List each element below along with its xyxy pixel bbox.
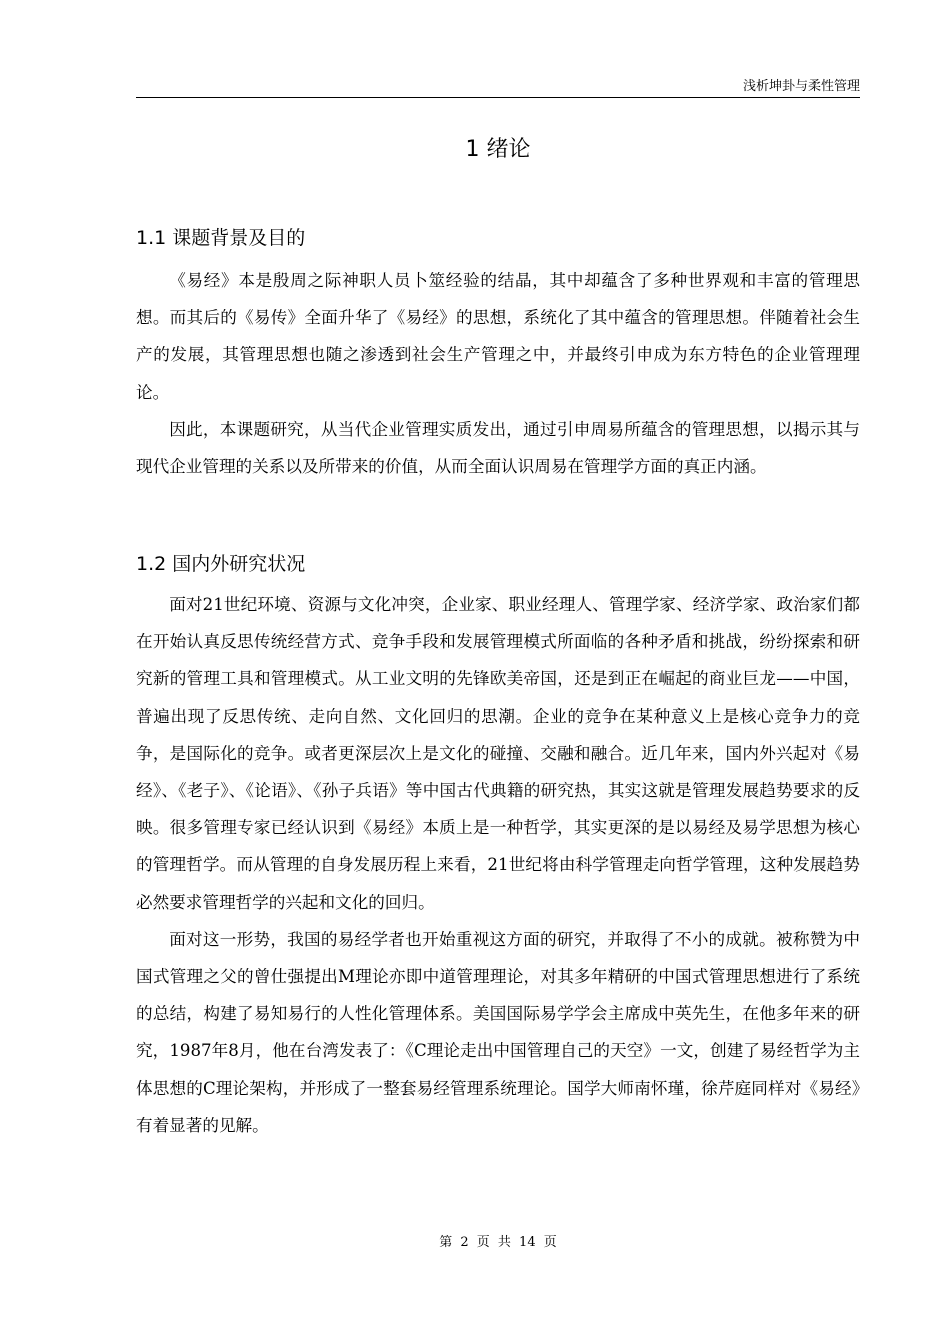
section-heading: 1.2 国内外研究状况 xyxy=(136,553,306,575)
body-paragraph: 因此，本课题研究，从当代企业管理实质发出，通过引申周易所蕴含的管理思想，以揭示其与现代企业管理的关系以及所带来的价值，从而全面认识周易在管理学方面的真正内涵。 xyxy=(136,419,860,477)
section-heading: 1.1 课题背景及目的 xyxy=(136,227,306,249)
body-paragraph: 面对21世纪环境、资源与文化冲突，企业家、职业经理人、管理学家、经济学家、政治家们都在开始认真反思传统经营方式、竞争手段和发展管理模式所面临的各种矛盾和挑战，纷纷探索和研究新的管理工具和管理模式。从工业文明的先锋欧美帝国，还是到正在崛起的商业巨龙——中国，普遍出现了反思传统、走向自然、文化回归的思潮。企业的竞争在某种意义上是核心竞争力的竞争，是国际化的竞争。或者更深层次上是文化的碰撞、交融和融合。近几年来，国内外兴起对《易经》、《老子》、《论语》、《孙子兵语》等中国古代典籍的研究热，其实这就是管理发展趋势要求的反映。很多管理专家已经认识到《易经》本质上是一种哲学，其实更深的是以易经及易学思想为核心的管理哲学。而从管理的自身发展历程上来看，21世纪将由科学管理走向哲学管理，这种发展趋势必然要求管理哲学的兴起和文化的回归。 xyxy=(136,595,860,912)
section-background-purpose xyxy=(136,224,860,485)
section-research-status xyxy=(136,550,860,1144)
body-paragraph: 《易经》本是殷周之际神职人员卜筮经验的结晶，其中却蕴含了多种世界观和丰富的管理思想。而其后的《易传》全面升华了《易经》的思想，系统化了其中蕴含的管理思想。伴随着社会生产的发展，其管理思想也随之渗透到社会生产管理之中，并最终引申成为东方特色的企业管理理论。 xyxy=(136,271,860,402)
header-rule xyxy=(136,97,860,98)
chapter-title: 1 绪论 xyxy=(465,137,531,162)
page-number-footer: 第 2 页 共 14 页 xyxy=(439,1235,557,1250)
body-paragraph: 面对这一形势，我国的易经学者也开始重视这方面的研究，并取得了不小的成就。被称赞为中国式管理之父的曾仕强提出M理论亦即中道管理理论，对其多年精研的中国式管理思想进行了系统的总结，构建了易知易行的人性化管理体系。美国国际易学学会主席成中英先生，在他多年来的研究，1987年8月，他在台湾发表了：《C理论走出中国管理自己的天空》一文，创建了易经哲学为主体思想的C理论架构，并形成了一整套易经管理系统理论。国学大师南怀瑾，徐芹庭同样对《易经》有着显著的见解。 xyxy=(136,929,860,1135)
running-header: 浅析坤卦与柔性管理 xyxy=(742,79,860,94)
